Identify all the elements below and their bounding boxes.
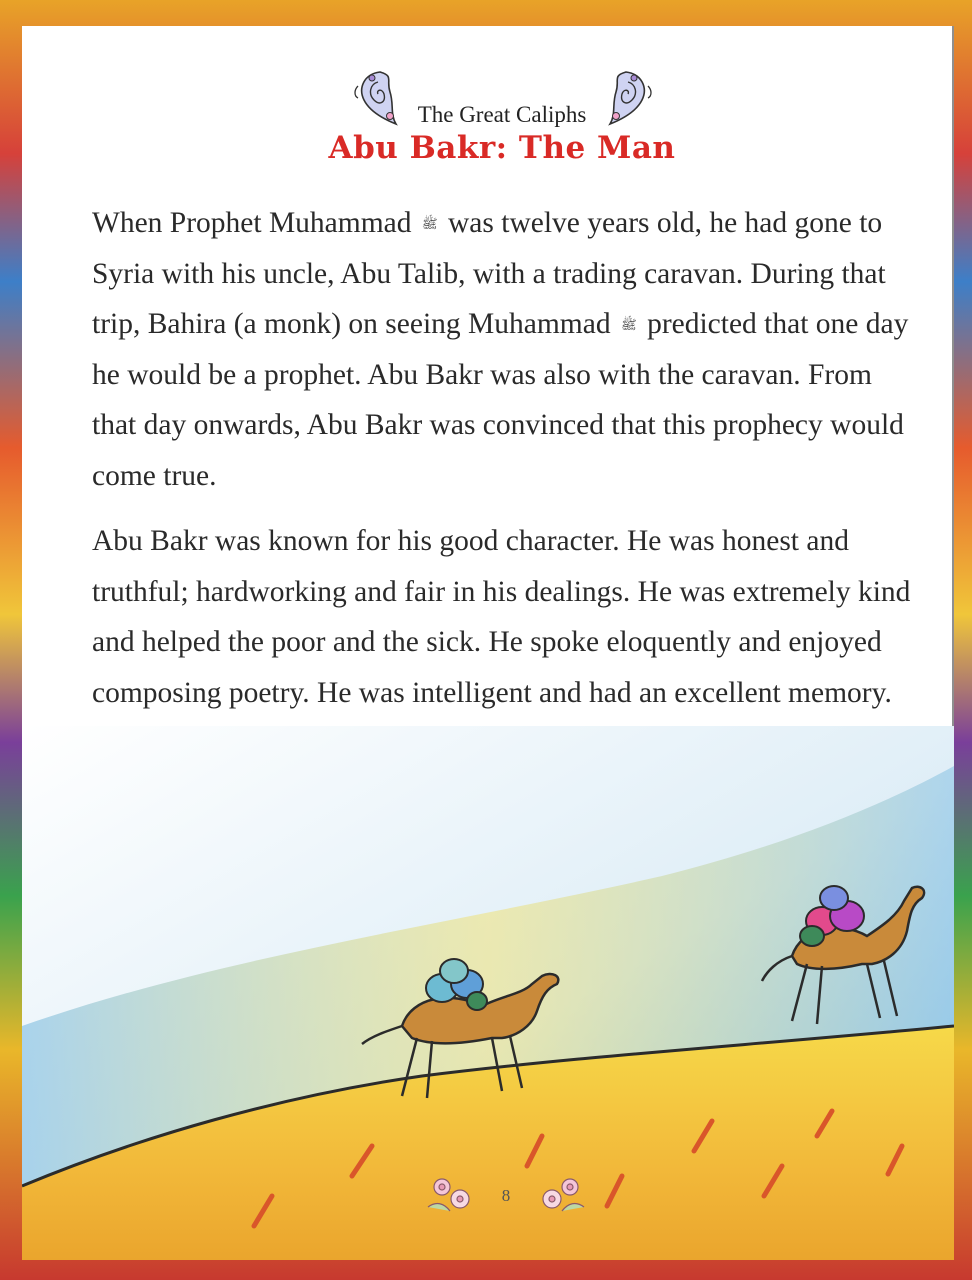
flower-ornament-icon — [422, 1171, 478, 1217]
flower-ornament-icon — [534, 1171, 590, 1217]
paisley-ornament-icon — [350, 66, 410, 126]
paisley-ornament-icon — [596, 66, 656, 126]
paragraph-1-segment-2: was twelve years old, he had gone to Syria with his uncle, Abu Talib, with a trading caravan. During that trip, Bahira (a monk) on seeing Muhammad — [92, 207, 886, 340]
honorific-icon: ﷺ — [620, 318, 637, 333]
paragraph-1-segment-3: predicted that one day he would be a prophet. Abu Bakr was also with the caravan. From that day onwards, Abu Bakr was convinced that this prophecy would come true. — [92, 308, 909, 492]
paragraph-1-segment-1: When Prophet Muhammad — [92, 207, 412, 239]
page-header — [22, 64, 954, 127]
page-title: Abu Bakr: The Man — [328, 130, 676, 166]
honorific-icon: ﷺ — [421, 217, 438, 232]
running-head: The Great Caliphs — [417, 102, 587, 127]
page-number: 8 — [501, 1186, 511, 1205]
paragraph-2: Abu Bakr was known for his good character. He was honest and truthful; hardworking and fair in his dealings. He was extremely kind and helped the poor and the sick. He spoke eloquently and enjoyed composing poetry. He was intelligent and had an excellent memory. — [92, 525, 911, 709]
camel-caravan-illustration — [22, 726, 954, 1260]
book-page — [22, 26, 954, 1260]
paragraph-1 — [92, 198, 922, 501]
